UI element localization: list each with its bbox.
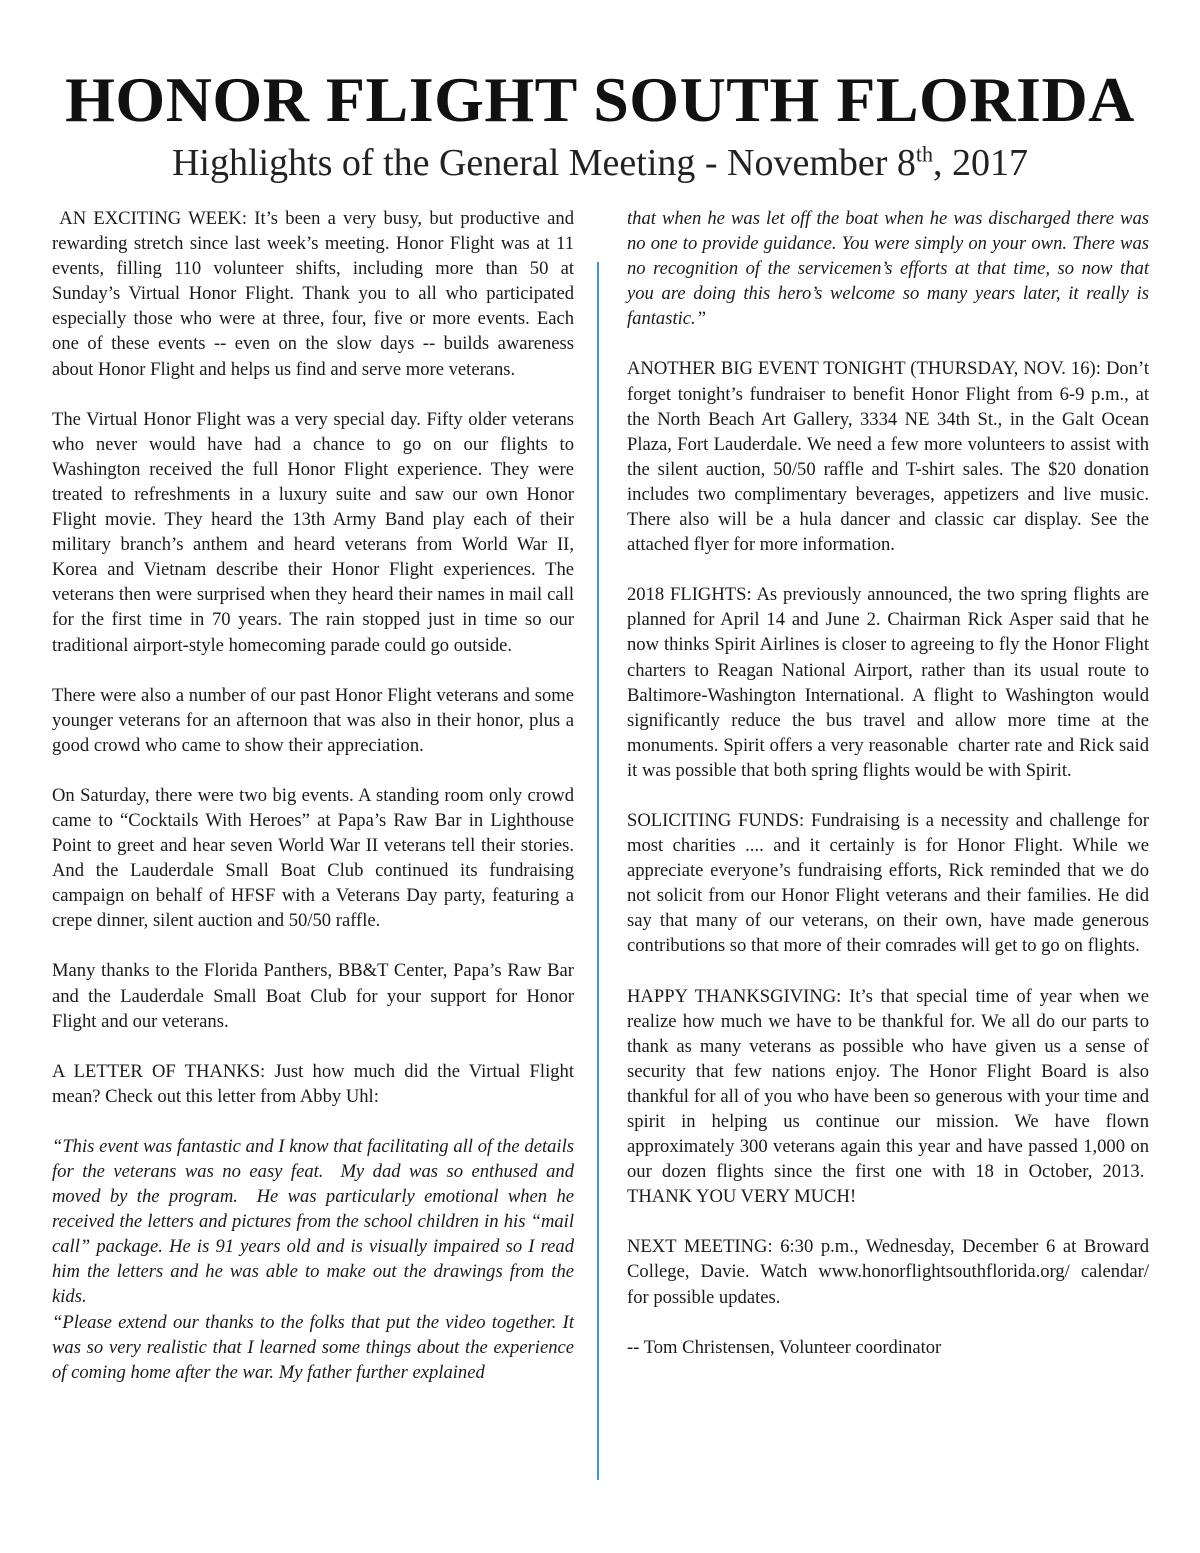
page-subtitle <box>0 138 1200 188</box>
column-divider <box>597 262 599 1480</box>
right-column <box>627 206 1149 1360</box>
paragraph-saturday-events: On Saturday, there were two big events. A standing room only crowd came to “Cocktails With Heroes” at Papa’s Raw Bar in Lighthouse Point to greet and hear seven World War II veterans tell their stories. And the Lauderdale Small Boat Club continued its fundraising campaign on behalf of HFSF with a Veterans Day party, featuring a crepe dinner, silent auction and 50/50 raffle. <box>52 784 574 932</box>
paragraph-big-event-tonight: ANOTHER BIG EVENT TONIGHT (THURSDAY, NOV. 16): Don’t forget tonight’s fundraiser to benefit Honor Flight from 6-9 p.m., at the North Beach Art Gallery, 3334 NE 34th St., in the Galt Ocean Plaza, Fort Lauderdale. We need a few more volunteers to assist with the silent auction, 50/50 raffle and T-shirt sales. The $20 donation includes two complimentary beverages, appetizers and live music. There also will be a hula dancer and classic car display. See the attached flyer for more information. <box>627 358 1149 556</box>
left-column <box>52 206 574 1385</box>
letter-quote-continued: that when he was let off the boat when he was discharged there was no one to provide guidance. You were simply on your own. There was no recognition of the servicemen’s efforts at that time, so now that you are doing this hero’s welcome so many years later, it really is fantastic.” <box>627 208 1149 330</box>
subtitle-year: , 2017 <box>933 142 1029 184</box>
subtitle-ordinal: th <box>915 141 934 167</box>
paragraph-past-veterans: There were also a number of our past Honor Flight veterans and some younger veterans for an afternoon that was also in their honor, plus a good crowd who came to show their appreciation. <box>52 684 574 756</box>
paragraph-virtual-honor-flight: The Virtual Honor Flight was a very special day. Fifty older veterans who never would have had a chance to go on our flights to Washington received the full Honor Flight experience. They were treated to refreshments in a luxury suite and saw our own Honor Flight movie. They heard the 13th Army Band play each of their military branch’s anthem and heard veterans from World War II, Korea and Vietnam describe their Honor Flight experiences. The veterans then were surprised when they heard their names in mail call for the first time in 70 years. The rain stopped just in time so our traditional airport-style homecoming parade could go outside. <box>52 408 574 656</box>
paragraph-exciting-week: AN EXCITING WEEK: It’s been a very busy, but productive and rewarding stretch since last week’s meeting. Honor Flight was at 11 events, filling 110 volunteer shifts, including more than 50 at Sunday’s Virtual Honor Flight. Thank you to all who participated especially those who were at three, four, five or more events. Each one of these events -- even on the slow days -- builds awareness about Honor Flight and helps us find and serve more veterans. <box>52 208 574 380</box>
paragraph-soliciting-funds: SOLICITING FUNDS: Fundraising is a necessity and challenge for most charities .... and it certainly is for Honor Flight. While we appreciate everyone’s fundraising efforts, Rick reminded that we do not solicit from our Honor Flight veterans and their families. He did say that many of our veterans, on their own, have made generous contributions so that more of their comrades will get to go on flights. <box>627 809 1149 957</box>
page-title: HONOR FLIGHT SOUTH FLORIDA <box>65 64 1135 135</box>
paragraph-happy-thanksgiving: HAPPY THANKSGIVING: It’s that special time of year when we realize how much we have to be thankful for. We all do our parts to thank as many veterans as possible who have given us a sense of security that few nations enjoy. The Honor Flight Board is also thankful for all of you who have been so generous with your time and spirit in helping us continue our mission. We have flown approximately 300 veterans again this year and have passed 1,000 on our dozen flights since the first one with 18 in October, 2013. THANK YOU VERY MUCH! <box>627 985 1149 1208</box>
letter-quote-1: “This event was fantastic and I know that facilitating all of the details for the veterans was no easy feat. My dad was so enthused and moved by the program. He was particularly emotional when he received the letters and pictures from the school children in his “mail call” package. He is 91 years old and is visually impaired so I read him the letters and he was able to make out the drawings from the kids. <box>52 1135 574 1308</box>
letter-quote-2: “Please extend our thanks to the folks that put the video together. It was so very realistic that I learned some things about the experience of coming home after the war. My father further explained <box>52 1311 574 1383</box>
paragraph-next-meeting: NEXT MEETING: 6:30 p.m., Wednesday, December 6 at Broward College, Davie. Watch www.honorflightsouthflorida.org/ calendar/ for possible updates. <box>627 1236 1149 1308</box>
paragraph-2018-flights: 2018 FLIGHTS: As previously announced, the two spring flights are planned for April 14 and June 2. Chairman Rick Asper said that he now thinks Spirit Airlines is closer to agreeing to fly the Honor Flight charters to Reagan National Airport, rather than its usual route to Baltimore-Washington International. A flight to Washington would significantly reduce the bus travel and allow more time at the monuments. Spirit offers a very reasonable charter rate and Rick said it was possible that both spring flights would be with Spirit. <box>627 584 1149 781</box>
paragraph-letter-of-thanks: A LETTER OF THANKS: Just how much did the Virtual Flight mean? Check out this letter from Abby Uhl: <box>52 1060 574 1107</box>
signature-line: -- Tom Christensen, Volunteer coordinator <box>627 1336 942 1358</box>
paragraph-many-thanks: Many thanks to the Florida Panthers, BB&T Center, Papa’s Raw Bar and the Lauderdale Small Boat Club for your support for Honor Flight and our veterans. <box>52 960 574 1032</box>
subtitle-main: Highlights of the General Meeting - November 8 <box>171 142 916 184</box>
